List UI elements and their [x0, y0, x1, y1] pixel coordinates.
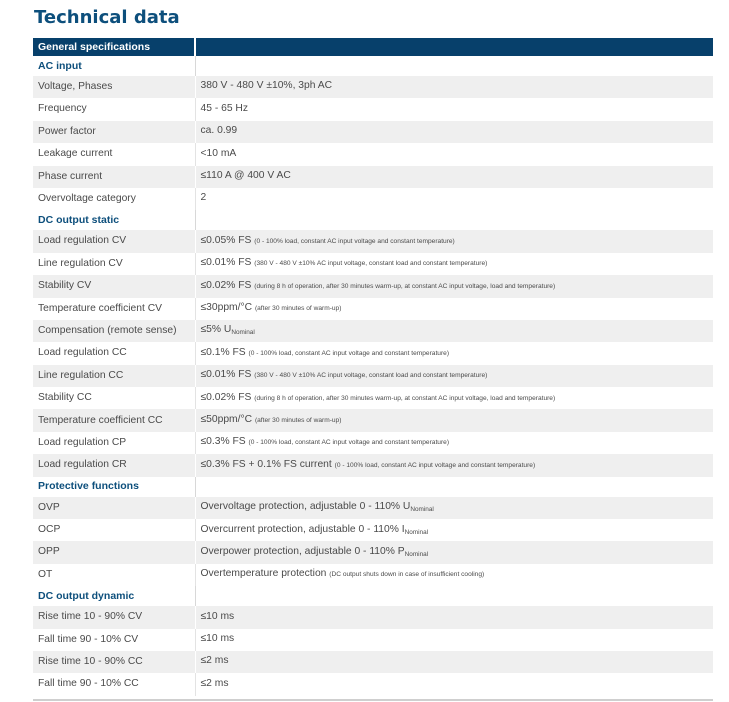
row-value-cell	[195, 275, 713, 297]
row-value: ≤2 ms	[200, 677, 229, 689]
section-spacer	[195, 210, 713, 230]
row-value: ≤0.01% FS	[200, 369, 252, 381]
row-value: ≤2 ms	[200, 655, 229, 667]
row-label: Load regulation CR	[33, 454, 195, 476]
row-value: 2	[200, 192, 207, 204]
row-label: Stability CV	[33, 275, 195, 297]
row-value: ≤0.1% FS	[200, 346, 246, 358]
row-value: ≤10 ms	[200, 610, 235, 622]
table-header-row	[33, 38, 713, 56]
table-row	[33, 98, 713, 120]
row-label: Rise time 10 - 90% CV	[33, 606, 195, 628]
row-note: (DC output shuts down in case of insufficient cooling)	[329, 571, 485, 579]
table-row	[33, 365, 713, 387]
row-value: ≤5% U	[200, 324, 232, 336]
table-row	[33, 673, 713, 695]
row-label: Load regulation CC	[33, 342, 195, 364]
row-note: (after 30 minutes of warm-up)	[254, 305, 342, 312]
table-row	[33, 188, 713, 210]
row-note: (after 30 minutes of warm-up)	[254, 416, 342, 424]
table-row	[33, 409, 713, 431]
row-value-subscript: Nominal	[231, 329, 255, 337]
row-value-cell	[195, 409, 713, 431]
section-title: DC output static	[33, 210, 195, 230]
section-header-row	[33, 477, 713, 497]
header-value	[195, 38, 713, 56]
spec-table-body	[33, 38, 713, 696]
table-row	[33, 541, 713, 563]
row-value-cell	[195, 342, 713, 364]
section-title: AC input	[33, 56, 195, 76]
bottom-divider	[33, 699, 713, 701]
row-value-cell	[195, 673, 713, 695]
row-value: ≤0.02% FS	[200, 279, 252, 291]
table-row	[33, 606, 713, 628]
table-row	[33, 166, 713, 188]
row-note: (380 V - 480 V ±10% AC input voltage, constant load and constant temperature)	[254, 372, 488, 380]
table-row	[33, 387, 713, 409]
section-title: Protective functions	[33, 477, 195, 497]
row-value: Overcurrent protection, adjustable 0 - 110% I	[200, 523, 405, 535]
row-note: (0 - 100% load, constant AC input voltage and constant temperature)	[248, 439, 450, 447]
row-value: ≤50ppm/°C	[200, 413, 253, 425]
row-value: ≤0.05% FS	[200, 234, 252, 246]
row-note: (0 - 100% load, constant AC input voltage and constant temperature)	[248, 349, 450, 357]
row-label: Temperature coefficient CV	[33, 298, 195, 320]
row-note: (0 - 100% load, constant AC input voltage and constant temperature)	[254, 237, 455, 245]
row-value-cell	[195, 606, 713, 628]
row-label: Stability CC	[33, 387, 195, 409]
row-label: OCP	[33, 519, 195, 541]
row-label: Load regulation CV	[33, 230, 195, 252]
row-value-subscript: Nominal	[404, 528, 429, 536]
row-label: Power factor	[33, 121, 195, 143]
row-label: Rise time 10 - 90% CC	[33, 651, 195, 673]
row-value-cell	[195, 541, 713, 563]
row-value-cell	[195, 365, 713, 387]
row-value-cell	[195, 432, 713, 454]
row-note: (during 8 h of operation, after 30 minutes warm-up, at constant AC input voltage, load and temperature)	[254, 394, 556, 402]
row-label: Overvoltage category	[33, 188, 195, 210]
section-header-row	[33, 586, 713, 606]
table-row	[33, 275, 713, 297]
row-value: 380 V - 480 V ±10%, 3ph AC	[200, 80, 333, 92]
row-label: Line regulation CC	[33, 365, 195, 387]
table-row	[33, 497, 713, 519]
table-row	[33, 320, 713, 342]
row-value: ≤0.3% FS	[200, 436, 246, 448]
section-spacer	[195, 586, 713, 606]
row-value-cell	[195, 188, 713, 210]
spec-table	[33, 38, 713, 696]
row-label: Temperature coefficient CC	[33, 409, 195, 431]
table-row	[33, 253, 713, 275]
table-row	[33, 230, 713, 252]
row-value: Overvoltage protection, adjustable 0 - 110% U	[200, 501, 411, 513]
row-value-cell	[195, 98, 713, 120]
row-value-cell	[195, 629, 713, 651]
section-spacer	[195, 56, 713, 76]
row-value-cell	[195, 454, 713, 476]
row-value: ≤0.02% FS	[200, 391, 252, 403]
table-row	[33, 519, 713, 541]
row-label: Fall time 90 - 10% CV	[33, 629, 195, 651]
section-header-row	[33, 56, 713, 76]
header-label: General specifications	[33, 38, 195, 56]
row-label: OVP	[33, 497, 195, 519]
row-value: <10 mA	[200, 147, 237, 159]
row-value: Overtemperature protection	[200, 568, 327, 580]
section-spacer	[195, 477, 713, 497]
section-title: DC output dynamic	[33, 586, 195, 606]
row-value-cell	[195, 230, 713, 252]
row-label: Leakage current	[33, 143, 195, 165]
table-row	[33, 629, 713, 651]
row-label: OPP	[33, 541, 195, 563]
table-row	[33, 121, 713, 143]
row-value-cell	[195, 497, 713, 519]
row-value-cell	[195, 121, 713, 143]
table-row	[33, 342, 713, 364]
row-value-cell	[195, 519, 713, 541]
table-row	[33, 298, 713, 320]
row-label: Frequency	[33, 98, 195, 120]
row-value-cell	[195, 143, 713, 165]
page-title: Technical data	[34, 7, 180, 28]
row-value: ≤110 A @ 400 V AC	[200, 170, 291, 182]
table-row	[33, 454, 713, 476]
row-value-cell	[195, 298, 713, 320]
row-label: OT	[33, 564, 195, 586]
row-value-subscript: Nominal	[404, 550, 429, 558]
row-value: ≤10 ms	[200, 633, 235, 645]
row-value-cell	[195, 76, 713, 98]
row-value-cell	[195, 320, 713, 342]
row-label: Fall time 90 - 10% CC	[33, 673, 195, 695]
row-value-cell	[195, 651, 713, 673]
row-note: (during 8 h of operation, after 30 minutes warm-up, at constant AC input voltage, load and temperature)	[254, 282, 556, 290]
row-value-cell	[195, 166, 713, 188]
row-value: 45 - 65 Hz	[200, 102, 249, 114]
row-value-cell	[195, 564, 713, 586]
row-value: ≤30ppm/°C	[200, 302, 253, 313]
table-row	[33, 143, 713, 165]
table-row	[33, 432, 713, 454]
row-label: Compensation (remote sense)	[33, 320, 195, 342]
row-note: (0 - 100% load, constant AC input voltage and constant temperature)	[334, 461, 536, 469]
row-value: ca. 0.99	[200, 125, 238, 137]
row-label: Phase current	[33, 166, 195, 188]
row-value: ≤0.3% FS + 0.1% FS current	[200, 458, 332, 470]
row-value: Overpower protection, adjustable 0 - 110% P	[200, 545, 405, 557]
section-header-row	[33, 210, 713, 230]
row-value-cell	[195, 253, 713, 275]
table-row	[33, 651, 713, 673]
row-value-cell	[195, 387, 713, 409]
table-row	[33, 564, 713, 586]
row-label: Load regulation CP	[33, 432, 195, 454]
row-label: Voltage, Phases	[33, 76, 195, 98]
row-label: Line regulation CV	[33, 253, 195, 275]
table-row	[33, 76, 713, 98]
row-value: ≤0.01% FS	[200, 257, 252, 269]
row-note: (380 V - 480 V ±10% AC input voltage, constant load and constant temperature)	[254, 260, 488, 268]
row-value-subscript: Nominal	[410, 506, 434, 514]
